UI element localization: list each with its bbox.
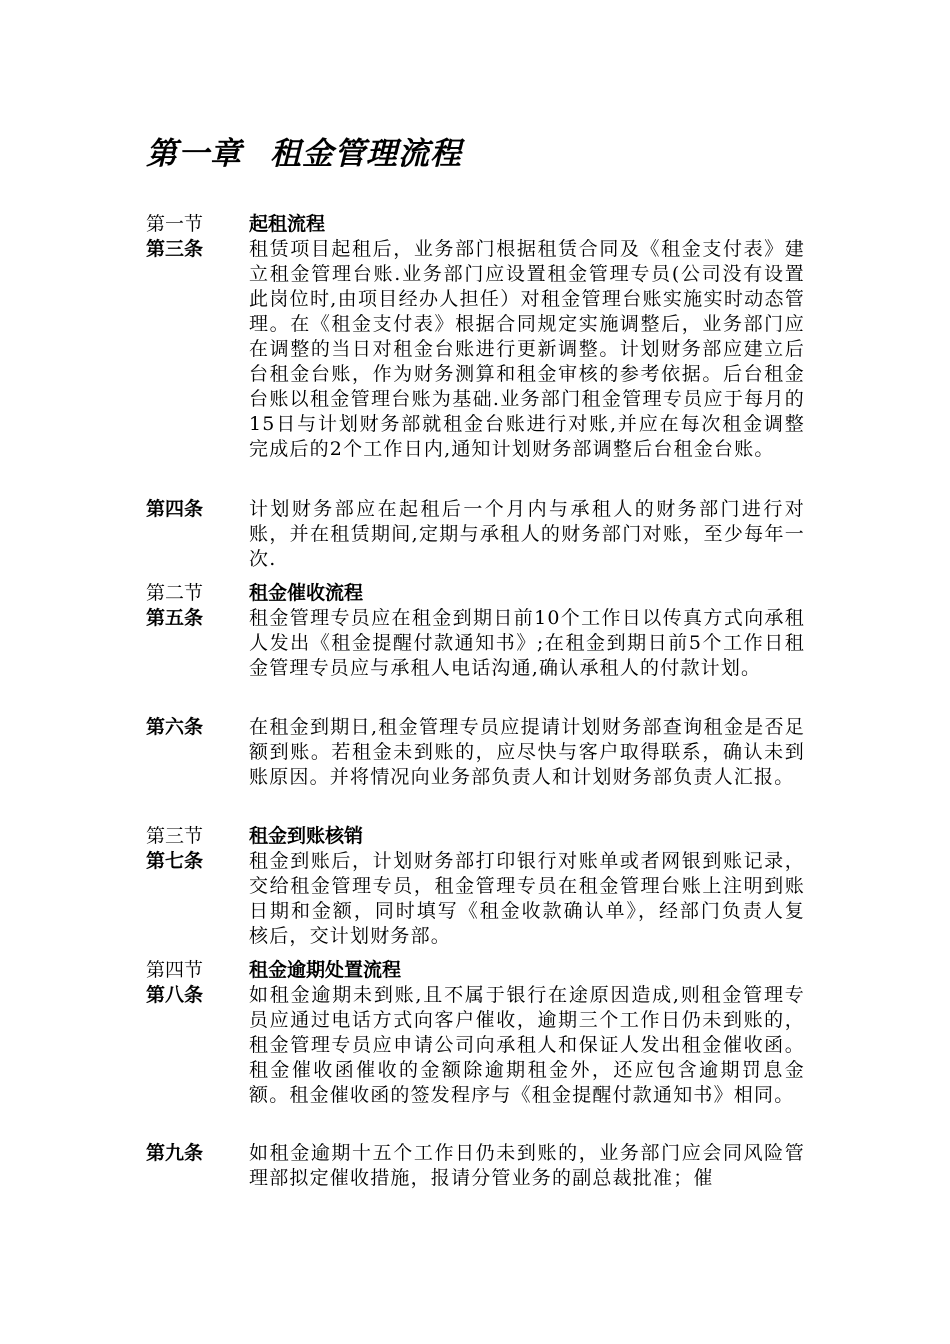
section-3-block [146,824,806,949]
article-6-block [146,715,806,790]
section-heading [146,958,806,983]
article [146,497,806,572]
section-number: 第四节 [146,959,204,981]
section-1-block [146,212,806,462]
article-text: 租金管理专员应在租金到期日前10个工作日以传真方式向承租人发出《租金提醒付款通知书》;在租金到期日前5个工作日租金管理专员应与承租人电话沟通,确认承租人的付款计划。 [249,607,805,679]
section-number: 第二节 [146,582,204,604]
section-heading [146,824,806,849]
chapter-number: 第一章 [146,136,242,172]
section-title: 起租流程 [249,213,326,235]
section-title: 租金逾期处置流程 [249,959,402,981]
section-heading [146,581,806,606]
article-text: 租金到账后，计划财务部打印银行对账单或者网银到账记录，交给租金管理专员，租金管理专员在租金管理台账上注明到账日期和金额，同时填写《租金收款确认单》，经部门负责人复核后，交计划财务部。 [249,850,805,947]
section-number: 第三节 [146,825,204,847]
article-text: 计划财务部应在起租后一个月内与承租人的财务部门进行对账，并在租赁期间,定期与承租人的财务部门对账，至少每年一次. [249,498,805,570]
section-title: 租金到账核销 [249,825,364,847]
article [146,237,806,462]
article-text: 租赁项目起租后，业务部门根据租赁合同及《租金支付表》建立租金管理台账.业务部门应设置租金管理专员(公司没有设置此岗位时,由项目经办人担任）对租金管理台账实施实时动态管理。在《租金支付表》根据合同规定实施调整后，业务部门应在调整的当日对租金台账进行更新调整。计划财务部应建立后台租金台账，作为财务测算和租金审核的参考依据。后台租金台账以租金管理台账为基础.业务部门租金管理专员应于每月的15日与计划财务部就租金台账进行对账,并应在每次租金调整完成后的2个工作日内,通知计划财务部调整后台租金台账。 [249,238,805,460]
article [146,606,806,681]
chapter-title: 租金管理流程 [270,136,462,172]
article-text: 如租金逾期十五个工作日仍未到账的，业务部门应会同风险管理部拟定催收措施，报请分管业务的副总裁批准；催 [249,1142,805,1189]
section-heading [146,212,806,237]
article-label: 第八条 [146,984,204,1006]
article [146,849,806,949]
section-title: 租金催收流程 [249,582,364,604]
section-4-block [146,958,806,1108]
article [146,1141,806,1191]
article-text: 如租金逾期未到账,且不属于银行在途原因造成,则租金管理专员应通过电话方式向客户催收，逾期三个工作日仍未到账的，租金管理专员应申请公司向承租人和保证人发出租金催收函。租金催收函催收的金额除逾期租金外，还应包含逾期罚息金额。租金催收函的签发程序与《租金提醒付款通知书》相同。 [249,984,805,1106]
chapter-heading [146,128,462,173]
article [146,983,806,1108]
section-number: 第一节 [146,213,204,235]
section-2-block [146,581,806,681]
article-label: 第四条 [146,498,204,520]
article-label: 第五条 [146,607,204,629]
article-label: 第三条 [146,238,204,260]
article [146,715,806,790]
article-text: 在租金到期日,租金管理专员应提请计划财务部查询租金是否足额到账。若租金未到账的，应尽快与客户取得联系，确认未到账原因。并将情况向业务部负责人和计划财务部负责人汇报。 [249,716,805,788]
article-4-block [146,497,806,572]
article-9-block [146,1141,806,1191]
article-label: 第六条 [146,716,204,738]
article-label: 第九条 [146,1142,204,1164]
article-label: 第七条 [146,850,204,872]
